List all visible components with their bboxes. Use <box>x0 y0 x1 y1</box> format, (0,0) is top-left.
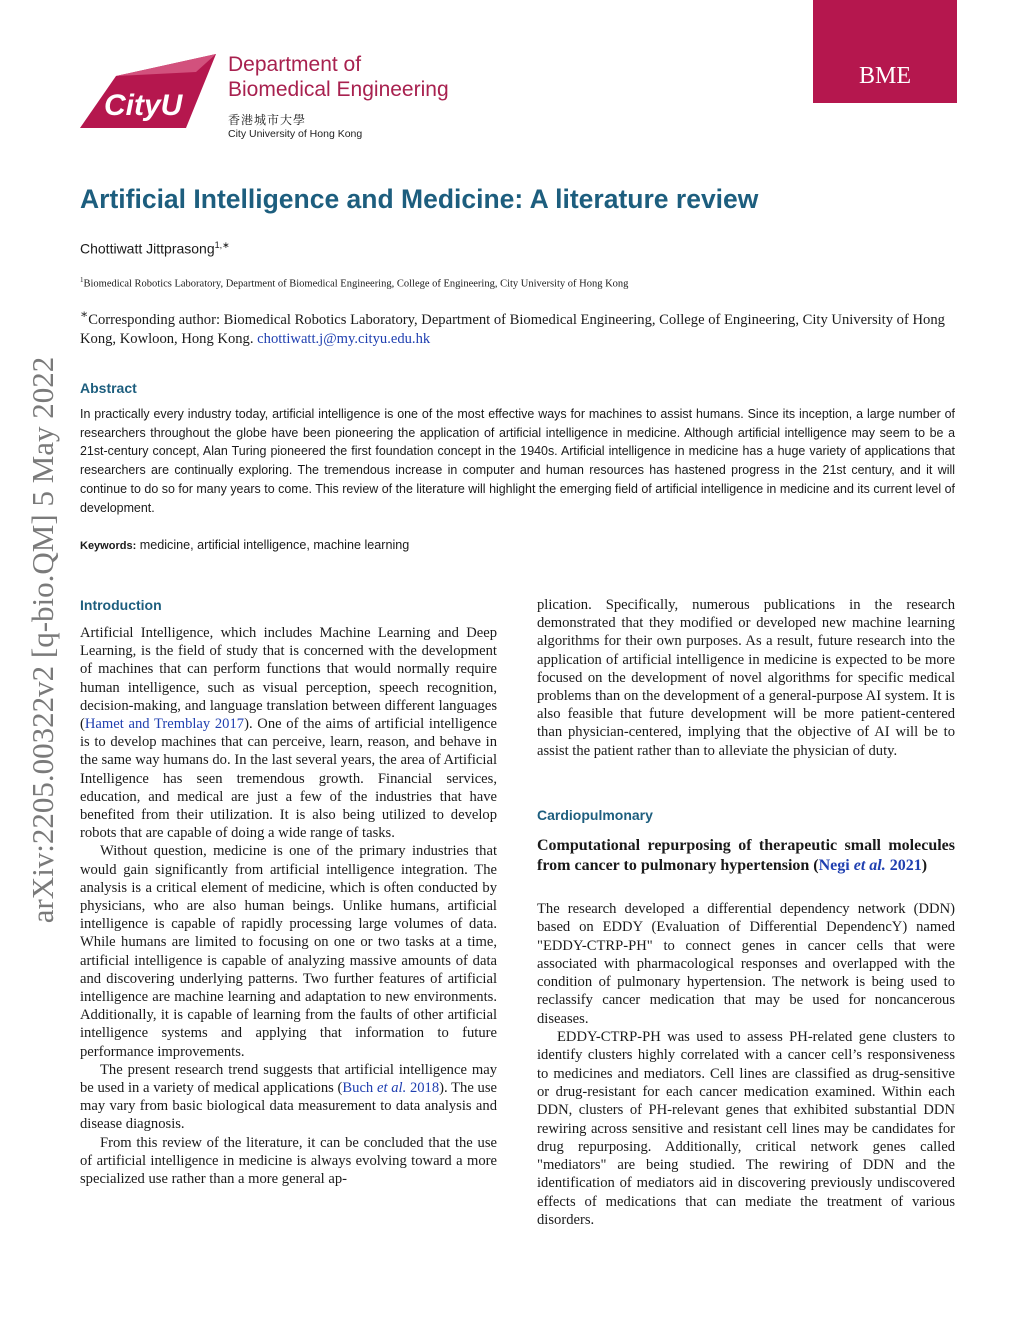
dept-name-line2: Biomedical Engineering <box>228 78 449 101</box>
intro-paragraph-4-start: From this review of the literature, it can be concluded that the use of artificial intelligence in medicine is always evolving toward a more specialized use rather than a more general ap- <box>80 1134 497 1188</box>
intro-paragraph-3: The present research trend suggests that artificial intelligence may be used in a variety of medical applications (Buch et al. 2018). The use may vary from basic biological data measurement to data analysis and disease diagnosis. <box>80 1061 497 1133</box>
cardio-paragraph-1: The research developed a differential dependency network (DDN) based on EDDY (Evaluation of Differential DependencY) named "EDDY-CTRP-PH" to connect genes in cancer cells that were associated with pharmacological responses and overlapped with the condition of pulmonary hypertension. The network is being used to reclassify cancer medication that may be used for noncancerous diseases. <box>537 901 955 1027</box>
corresponding-mark: ∗ <box>80 307 89 321</box>
author-line <box>80 240 230 257</box>
bme-badge: BME <box>813 0 957 103</box>
department-block <box>228 52 449 140</box>
university-chinese-name: 香港城市大學 <box>228 113 307 127</box>
email-link[interactable]: chottiwatt.j@my.cityu.edu.hk <box>257 330 431 347</box>
author-name: Chottiwatt Jittprasong <box>80 240 215 257</box>
cityu-logo <box>78 52 228 147</box>
citation-link-negi[interactable]: Negi et al. 2021 <box>818 857 922 874</box>
citation-link-buch[interactable]: Buch et al. 2018 <box>342 1080 440 1097</box>
cardio-paragraph-2: EDDY-CTRP-PH was used to assess PH-related gene clusters to identify clusters highly correlated with a cancer cell’s responsiveness to medicines and mediators. Cell lines are classified as drug-sensitive or drug-resistant for each cancer medication examined. Within each DDN, clusters of PH-relevant genes that exhibited substantial DDN rewiring across sensitive and resistant cell lines may be candidates for drug repurposing. Additionally, critical network genes called "mediators" are being studied. The rewiring of DDN and the identification of mediators aid in discovering previously undiscovered effects of medications that can mediate the treatment of various disorders. <box>537 1029 955 1229</box>
citation-link-hamet[interactable]: Hamet and Tremblay 2017 <box>84 716 245 733</box>
introduction-heading: Introduction <box>80 597 162 613</box>
abstract-text: In practically every industry today, artificial intelligence is one of the most effective ways for machines to assist humans. Since its inception, a large number of researchers throughout the globe have been pioneering the application of artificial intelligence in medicine. Although artificial intelligence may seem to be a 21st-century concept, Alan Turing pioneered the first foundation concept in the 1940s. Artificial intelligence in medicine has a huge variety of applications that researchers are continually exploring. The tremendous increase in computer and human resources has hastened progress in the 21st century, and it will continue to do so for many years to come. This review of the literature will highlight the emerging field of artificial intelligence in medicine and its current level of development. <box>80 407 955 515</box>
author-marks: 1,∗ <box>214 240 230 250</box>
cardiopulmonary-heading: Cardiopulmonary <box>537 807 653 823</box>
subsection-title: Computational repurposing of therapeutic small molecules from cancer to pulmonary hypertension (Negi et al. 2021) <box>537 837 955 874</box>
abstract-heading: Abstract <box>80 380 137 396</box>
affiliation-mark: 1 <box>80 276 84 284</box>
dept-name-line1: Department of <box>228 53 362 76</box>
corresponding-text: Corresponding author: Biomedical Robotics Laboratory, Department of Biomedical Engineering, College of Engineering, City University of Hong Kong, Kowloon, Hong Kong. <box>80 311 945 347</box>
corresponding-author <box>80 305 955 349</box>
keywords-line <box>80 538 409 552</box>
right-column <box>537 596 955 760</box>
svg-text:CityU: CityU <box>104 89 183 122</box>
affiliation-text: Biomedical Robotics Laboratory, Department of Biomedical Engineering, College of Engineering, City University of Hong Kong <box>83 278 629 290</box>
paper-title: Artificial Intelligence and Medicine: A literature review <box>80 184 759 214</box>
intro-paragraph-2: Without question, medicine is one of the primary industries that would gain significantly from artificial intelligence integration. The analysis is a critical element of medicine, which is often conducted by physicians, who are also human beings. Unlike humans, artificial intelligence is capable of rapidly processing large volumes of data. While humans are limited to focusing on one or two tasks at a time, artificial intelligence is capable of analyzing massive amounts of data and discovering underlying patterns. Two further features of artificial intelligence are machine learning and adaptation to new environments. Additionally, it is capable of learning from the faults of other artificial intelligence systems and applying that information to future performance improvements. <box>80 843 497 1060</box>
left-column <box>80 624 497 1188</box>
keywords-label: Keywords: <box>80 540 137 552</box>
affiliation <box>80 276 628 290</box>
intro-paragraph-4-end: plication. Specifically, numerous publications in the research demonstrated that they modified or developed new machine learning algorithms for their own purposes. As a result, future research into the application of artificial intelligence in medicine is expected to be more focused on the development of novel algorithms for specific medical problems than on the development of a general-purpose AI system. It is also feasible that future development will be more patient-centered than physician-centered, implying that the objective of AI will be to assist the patient rather than to alleviate the physician of duty. <box>537 597 955 759</box>
university-name: City University of Hong Kong <box>228 128 363 140</box>
right-column-cardio <box>537 900 955 1229</box>
intro-paragraph-1: Artificial Intelligence, which includes Machine Learning and Deep Learning, is the field of study that is concerned with the development of machines that can perform functions that would normally require human intelligence, such as visual perception, speech recognition, decision-making, and language translation between different languages (Hamet and Tremblay 2017). One of the aims of artificial intelligence is to develop machines that can perceive, learn, reason, and behave in the same way humans do. In the last several years, the area of Artificial Intelligence has seen tremendous growth. Financial services, education, and medical are just a few of the industries that have benefited from their utilization. It is also being utilized to develop robots that are capable of doing a wide range of tasks. <box>80 625 497 842</box>
keywords-text: medicine, artificial intelligence, machine learning <box>139 538 410 552</box>
arxiv-identifier: arXiv:2205.00322v2 [q-bio.QM] 5 May 2022 <box>25 356 60 924</box>
